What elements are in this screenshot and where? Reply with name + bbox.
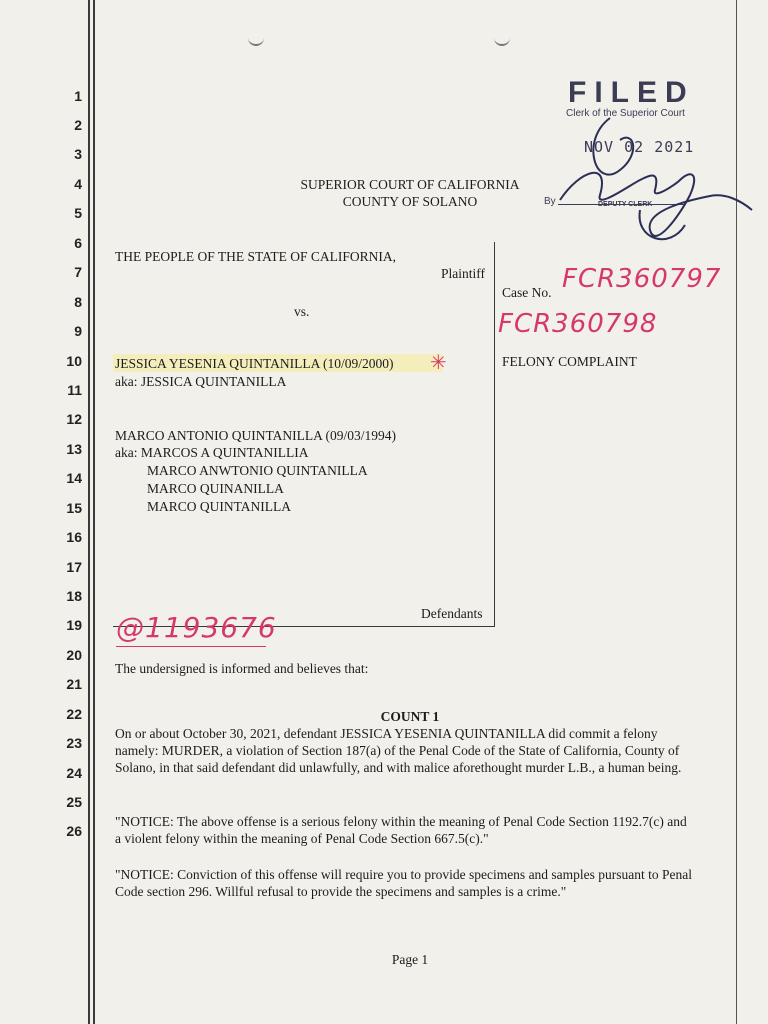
line-number: 26 (66, 823, 82, 839)
count-heading: COUNT 1 (380, 709, 440, 724)
case-number-1: FCR360797 (562, 264, 722, 294)
case-number-label: Case No. (502, 285, 552, 300)
line-number: 13 (66, 441, 82, 457)
line-number: 5 (74, 205, 82, 221)
document-type: FELONY COMPLAINT (502, 354, 637, 369)
plaintiff-name: THE PEOPLE OF THE STATE OF CALIFORNIA, (115, 249, 397, 264)
punch-hole-left (248, 34, 264, 46)
line-number: 9 (74, 323, 82, 339)
defendant2-name: MARCO ANTONIO QUINTANILLA (09/03/1994) (115, 428, 397, 443)
booking-underline (116, 646, 266, 647)
left-margin-rule-inner (93, 0, 95, 1024)
line-number: 11 (67, 382, 82, 398)
page-number: Page 1 (391, 952, 429, 967)
filed-stamp-clerk: Clerk of the Superior Court (566, 108, 685, 119)
defendants-label: Defendants (421, 606, 483, 621)
filed-stamp-title: FILED (568, 76, 695, 109)
count-description: On or about October 30, 2021, defendant JESSICA YESENIA QUINTANILLA did commit a felony namely: MURDER, a violation of Section 187(a) of the Penal Code of the State of California, County of Solano, in that said defendant did unlawfully, and with malice aforethought murder L.B., a human being. (115, 726, 682, 775)
defendant2-aka: MARCO QUINTANILLA (147, 499, 292, 514)
line-number: 16 (66, 529, 82, 545)
line-number: 24 (66, 765, 82, 781)
booking-number: @1193676 (116, 611, 277, 644)
notice-specimens: "NOTICE: Conviction of this offense will require you to provide specimens and samples pursuant to Penal Code section 296. Willful refusal to provide the specimens and samples is a crime." (115, 867, 693, 899)
line-number: 15 (66, 500, 82, 516)
line-number: 22 (66, 706, 82, 722)
case-number-2: FCR360798 (498, 309, 658, 339)
notice-serious-felony: "NOTICE: The above offense is a serious felony within the meaning of Penal Code Section 1192.7(c) and a violent felony within the meaning of Penal Code Section 667.5(c)." (115, 814, 687, 846)
defendant1-name: JESSICA YESENIA QUINTANILLA (10/09/2000) (115, 356, 394, 371)
line-number: 18 (66, 588, 82, 604)
court-name: SUPERIOR COURT OF CALIFORNIA (300, 177, 520, 192)
left-margin-rule-outer (88, 0, 90, 1024)
intro-sentence: The undersigned is informed and believes that: (115, 661, 369, 676)
line-number: 4 (74, 176, 82, 192)
line-number: 12 (66, 411, 82, 427)
filed-stamp-deputy: DEPUTY CLERK (598, 201, 653, 208)
line-number: 21 (66, 676, 82, 692)
line-number: 14 (66, 470, 82, 486)
versus-label: vs. (294, 304, 310, 319)
defendant2-aka: MARCO ANWTONIO QUINTANILLA (147, 463, 368, 478)
filed-stamp-date: NOV 02 2021 (584, 138, 695, 156)
plaintiff-label: Plaintiff (441, 266, 486, 281)
line-number: 8 (74, 294, 82, 310)
defendant1-aka: aka: JESSICA QUINTANILLA (115, 374, 287, 389)
caption-vertical-rule (494, 242, 495, 626)
court-county: COUNTY OF SOLANO (342, 194, 478, 209)
defendant2-aka: MARCO QUINANILLA (147, 481, 284, 496)
line-number: 25 (66, 794, 82, 810)
line-number: 23 (66, 735, 82, 751)
line-number: 6 (74, 235, 82, 251)
line-number: 17 (66, 559, 82, 575)
line-number: 20 (66, 647, 82, 663)
punch-hole-right (494, 34, 510, 46)
line-number: 3 (74, 146, 82, 162)
asterisk-mark: ✳ (430, 350, 447, 374)
line-number: 7 (74, 264, 82, 280)
filed-stamp-by: By (544, 196, 556, 207)
line-number: 1 (74, 88, 82, 104)
defendant2-aka: aka: MARCOS A QUINTANILLIA (115, 445, 309, 460)
clerk-signature (540, 100, 755, 260)
line-number: 2 (74, 117, 82, 133)
line-number: 19 (66, 617, 82, 633)
line-number: 10 (66, 353, 82, 369)
